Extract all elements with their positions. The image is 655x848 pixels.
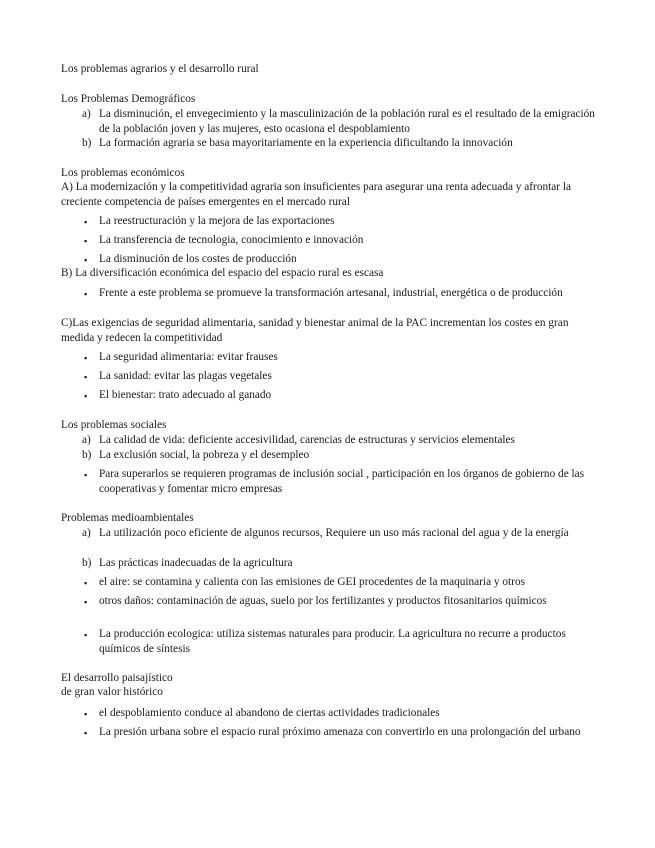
list-item: La transferencia de tecnologia, conocimiento e innovación — [99, 234, 364, 246]
list-item: La utilización poco eficiente de algunos recursos, Requiere un uso más racional del agua y de la energía — [99, 527, 569, 539]
document-title: Los problemas agrarios y el desarrollo rural — [61, 63, 259, 75]
list-item: El bienestar: trato adecuado al ganado — [99, 389, 272, 401]
paragraph-c: C)Las exigencias de seguridad alimentaria, sanidad y bienestar animal de la PAC incrementan los costes en gran medida y redecen la competitividad — [61, 317, 569, 344]
list-marker: a) — [82, 527, 91, 539]
bullet-icon: ▪ — [84, 236, 88, 246]
bullet-icon: ▪ — [84, 255, 88, 265]
bullet-icon: ▪ — [84, 597, 88, 607]
bullet-icon: ▪ — [84, 709, 88, 719]
list-item: el despoblamiento conduce al abandono de ciertas actividades tradicionales — [99, 707, 440, 719]
list-item: La sanidad: evitar las plagas vegetales — [99, 370, 272, 382]
list-item: La calidad de vida: deficiente accesivilidad, carencias de estructuras y servicios elementales — [99, 434, 515, 446]
list-marker: a) — [82, 108, 91, 120]
list-item: La disminución, el envegecimiento y la masculinización de la población rural es el resultado de la emigración de la población joven y las mujeres, esto ocasiona el despoblamiento — [99, 108, 595, 135]
bullet-icon: ▪ — [84, 353, 88, 363]
paragraph-b: B) La diversificación económica del espacio del espacio rural es escasa — [61, 267, 384, 279]
heading-medioambientales: Problemas medioambientales — [61, 512, 194, 524]
bullet-icon: ▪ — [84, 289, 88, 299]
list-marker: b) — [82, 557, 92, 569]
bullet-icon: ▪ — [84, 578, 88, 588]
list-marker: a) — [82, 434, 91, 446]
paragraph-a: A) La modernización y la competitividad agraria son insuficientes para asegurar una renta adecuada y afrontar la creciente competencia de países emergentes en el mercado rural — [61, 181, 572, 208]
bullet-icon: ▪ — [84, 470, 88, 480]
bullet-icon: ▪ — [84, 391, 88, 401]
list-item: Las prácticas inadecuadas de la agricultura — [99, 557, 293, 569]
heading-demograficos: Los Problemas Demográficos — [61, 93, 196, 105]
bullet-icon: ▪ — [84, 728, 88, 738]
list-item: La seguridad alimentaria: evitar frauses — [99, 351, 278, 363]
heading-sociales: Los problemas sociales — [61, 419, 167, 431]
heading-paisajistico: El desarrollo paisajístico — [61, 672, 173, 684]
bullet-icon: ▪ — [84, 217, 88, 227]
list-item: La producción ecologica: utiliza sistemas naturales para producir. La agricultura no recurre a productos químicos de síntesis — [99, 628, 566, 655]
list-item: La presión urbana sobre el espacio rural próximo amenaza con convertirlo en una prolongación del urbano — [99, 726, 581, 738]
heading-economicos: Los problemas económicos — [61, 167, 185, 179]
bullet-icon: ▪ — [84, 372, 88, 382]
subheading-paisajistico: de gran valor histórico — [61, 686, 163, 698]
list-item: otros daños: contaminación de aguas, suelo por los fertilizantes y productos fitosanitarios químicos — [99, 595, 547, 607]
list-item: La exclusión social, la pobreza y el desempleo — [99, 449, 310, 461]
list-marker: b) — [82, 449, 92, 461]
list-item: Para superarlos se requieren programas de inclusión social , participación en los órganos de gobierno de las cooperativas y fomentar micro empresas — [99, 468, 585, 495]
list-item: La disminución de los costes de producción — [99, 253, 297, 265]
list-item: el aire: se contamina y calienta con las emisiones de GEI procedentes de la maquinaria y otros — [99, 576, 525, 588]
list-marker: b) — [82, 137, 92, 149]
list-item: Frente a este problema se promueve la transformación artesanal, industrial, energética o de producción — [99, 287, 563, 299]
list-item: La formación agraria se basa mayoritariamente en la experiencia dificultando la innovación — [99, 137, 513, 149]
bullet-icon: ▪ — [84, 630, 88, 640]
list-item: La reestructuración y la mejora de las exportaciones — [99, 215, 335, 227]
